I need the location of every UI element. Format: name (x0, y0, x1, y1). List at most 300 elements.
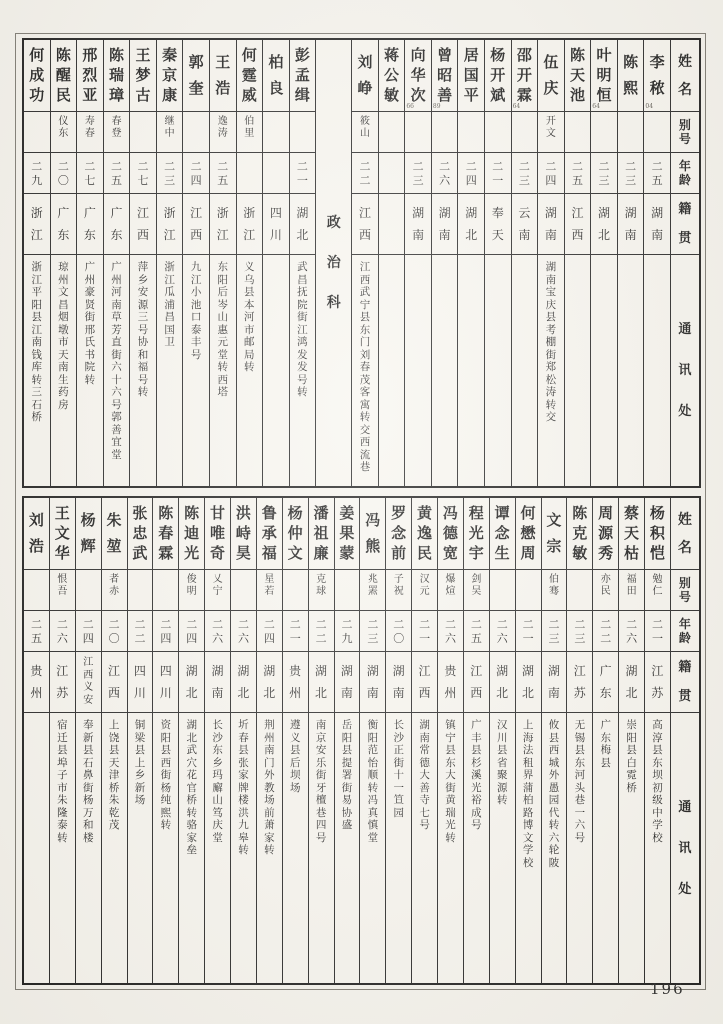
entry-age: 二 二 (593, 611, 618, 652)
entry-address: 浙 江 平 阳 县 江 南 钱 库 转 三 石 桥 (31, 261, 43, 423)
entry-name: 姜 果 蒙 (335, 498, 360, 570)
entry-age: 二 二 (352, 153, 378, 194)
entry-name: 鲁 承 福 (257, 498, 282, 570)
entry-age: 二 一 (290, 153, 316, 194)
entry-origin: 江 苏 (50, 652, 75, 713)
entry-age (263, 153, 289, 194)
entry-column (463, 498, 489, 983)
entry-address: 浙 江 瓜 浦 昌 国 卫 (164, 261, 175, 348)
entry-origin: 湖 南 (432, 194, 458, 255)
entry-name: 向 华 次 66 (405, 40, 431, 112)
entry-age: 二 五 (210, 153, 236, 194)
entry-name: 杨 辉 (76, 498, 101, 570)
entry-address (405, 255, 431, 486)
entry-age: 二 一 (283, 611, 308, 652)
entry-column (618, 498, 644, 983)
entry-origin: 广 东 (51, 194, 77, 255)
roster-table-top (22, 38, 701, 488)
entry-age: 二 一 (412, 611, 437, 652)
entry-alias (512, 112, 538, 153)
entry-column (489, 498, 515, 983)
entry-age: 二 三 (591, 153, 617, 194)
entry-name: 陈 醒 民 (51, 40, 77, 112)
entry-name: 王 文 华 (50, 498, 75, 570)
entry-address (485, 255, 511, 486)
entry-age: 二 二 (128, 611, 153, 652)
entry-address: 衡 阳 范 怡 顺 转 冯 真 慎 堂 (367, 719, 379, 844)
header-address: 通 讯 处 (678, 322, 692, 419)
entry-alias (183, 112, 209, 153)
entry-column (617, 40, 644, 486)
entry-origin: 江 西 义 安 (76, 652, 101, 713)
entry-alias (379, 112, 405, 153)
entry-age: 二 三 (567, 611, 592, 652)
entry-name: 陈 熙 (618, 40, 644, 112)
section-title-politics: 政 治 科 (315, 40, 351, 486)
entry-name: 伍 庆 (538, 40, 564, 112)
entry-age: 二 六 (231, 611, 256, 652)
entry-name: 何 成 功 (24, 40, 50, 112)
entry-column (359, 498, 385, 983)
entry-address: 资 阳 县 西 街 杨 纯 熙 转 (160, 719, 172, 831)
entry-name: 杨 积 恺 (645, 498, 670, 570)
entry-name: 杨 开 斌 (485, 40, 511, 112)
entry-column (50, 40, 77, 486)
entry-column (457, 40, 484, 486)
entry-alias: 继 中 (157, 112, 183, 153)
entry-name: 潘 祖 廉 (309, 498, 334, 570)
entry-column (236, 40, 263, 486)
entry-age: 二 三 (157, 153, 183, 194)
entry-address: 崇 阳 县 白 霓 桥 (626, 719, 637, 794)
entry-alias: 筱 山 (352, 112, 378, 153)
entry-alias: 爆 煊 (438, 570, 463, 611)
entry-name: 黄 逸 民 (412, 498, 437, 570)
header-column (670, 40, 699, 486)
entry-name: 谭 念 生 (490, 498, 515, 570)
entry-age: 二 六 (619, 611, 644, 652)
entry-name: 曾 昭 善 89 (432, 40, 458, 112)
entry-column (564, 40, 591, 486)
entry-alias (76, 570, 101, 611)
entry-age (237, 153, 263, 194)
entry-name: 何 懋 周 (516, 498, 541, 570)
entry-origin: 江 苏 (645, 652, 670, 713)
entry-name: 洪 峙 昊 (231, 498, 256, 570)
entry-origin: 浙 江 (237, 194, 263, 255)
entry-alias (405, 112, 431, 153)
entry-name: 李 秾 04 (644, 40, 670, 112)
entry-origin: 湖 北 (490, 652, 515, 713)
entry-name: 蒋 公 敏 (379, 40, 405, 112)
entry-name: 陈 春 霖 (153, 498, 178, 570)
entry-alias (128, 570, 153, 611)
entry-address: 东 阳 后 岑 山 惠 元 堂 转 西 塔 (217, 261, 228, 398)
entry-column (103, 40, 130, 486)
entry-alias (153, 570, 178, 611)
entry-column (209, 40, 236, 486)
entry-address: 长 沙 东 乡 玛 廨 山 笃 庆 堂 (212, 719, 223, 844)
entry-origin: 湖 南 (386, 652, 411, 713)
entry-column (590, 40, 617, 486)
entry-address: 武 昌 抚 院 街 江 鸿 发 发 号 转 (297, 261, 308, 398)
entry-alias (231, 570, 256, 611)
entry-column (351, 40, 378, 486)
entry-column (24, 40, 50, 486)
entry-age: 二 三 (360, 611, 385, 652)
entry-address: 岳 阳 县 提 署 街 易 协 盛 (341, 719, 353, 831)
entry-age: 二 九 (335, 611, 360, 652)
entry-origin: 湖 北 (290, 194, 316, 255)
entry-alias (290, 112, 316, 153)
entry-origin: 湖 北 (458, 194, 484, 255)
entry-origin: 湖 北 (591, 194, 617, 255)
entry-name: 陈 天 池 (565, 40, 591, 112)
entry-column (75, 498, 101, 983)
entry-address (618, 255, 644, 486)
page-number: 196 (650, 980, 685, 998)
entry-address: 高 淳 县 东 坝 初 级 中 学 校 (652, 719, 663, 844)
header-age: 年 龄 (671, 153, 699, 194)
entry-address: 攸 县 西 城 外 愚 园 代 转 六 轮 陂 (548, 719, 560, 869)
entry-age: 二 三 (405, 153, 431, 194)
entry-alias (458, 112, 484, 153)
entry-column (129, 40, 156, 486)
entry-age: 二 五 (644, 153, 670, 194)
entry-name: 居 国 平 (458, 40, 484, 112)
entry-address: 汉 川 县 省 聚 源 转 (496, 719, 508, 806)
entry-name: 何 霆 威 (237, 40, 263, 112)
header-alias: 别 号 (671, 570, 699, 611)
entry-column (49, 498, 75, 983)
entry-origin: 浙 江 (24, 194, 50, 255)
entry-origin: 江 西 (464, 652, 489, 713)
entry-address: 义 乌 县 本 河 市 邮 局 转 (244, 261, 255, 373)
entry-origin: 江 西 (183, 194, 209, 255)
entry-age: 二 四 (76, 611, 101, 652)
entry-address: 镇 宁 县 东 大 街 黄 瑞 光 转 (445, 719, 456, 844)
entry-age (379, 153, 405, 194)
entry-origin: 广 东 (77, 194, 103, 255)
entry-origin: 湖 南 (618, 194, 644, 255)
entry-column (511, 40, 538, 486)
entry-alias: 汉 元 (412, 570, 437, 611)
entry-address: 湖 南 宝 庆 县 考 棚 街 郑 松 涛 转 交 (545, 261, 557, 423)
entry-name: 周 源 秀 (593, 498, 618, 570)
entry-origin: 湖 南 (644, 194, 670, 255)
entry-name: 程 光 宇 (464, 498, 489, 570)
entry-alias (335, 570, 360, 611)
entry-age: 二 四 (458, 153, 484, 194)
entry-name: 王 浩 (210, 40, 236, 112)
entry-address: 广 州 豪 贤 街 邢 氏 书 院 转 (84, 261, 96, 386)
entry-address (432, 255, 458, 486)
entry-origin: 四 川 (153, 652, 178, 713)
entry-alias: 勉 仁 (645, 570, 670, 611)
entry-origin: 四 川 (263, 194, 289, 255)
entry-column (404, 40, 431, 486)
entry-name: 柏 良 (263, 40, 289, 112)
entry-name: 朱 堃 (102, 498, 127, 570)
entry-address: 长 沙 正 街 十 一 笪 园 (393, 719, 404, 819)
entry-alias (516, 570, 541, 611)
entry-address: 江 西 武 宁 县 东 门 刘 春 茂 客 寓 转 交 西 流 巷 (359, 261, 371, 473)
entry-name: 冯 德 宽 (438, 498, 463, 570)
entry-age: 二 五 (565, 153, 591, 194)
entry-origin: 湖 北 (257, 652, 282, 713)
entry-origin: 湖 北 (516, 652, 541, 713)
entry-alias: 亦 民 (593, 570, 618, 611)
entry-origin: 江 苏 (567, 652, 592, 713)
entry-address: 广 州 河 南 草 芳 直 街 六 十 六 号 郭 善 宜 堂 (111, 261, 122, 461)
entry-alias (485, 112, 511, 153)
entry-origin: 湖 南 (360, 652, 385, 713)
entry-column (378, 40, 405, 486)
footnote-mark: 64 (512, 103, 521, 110)
entry-name: 邢 烈 亚 (77, 40, 103, 112)
entry-origin: 云 南 (512, 194, 538, 255)
entry-origin: 四 川 (128, 652, 153, 713)
entry-name: 张 忠 武 (128, 498, 153, 570)
entry-name: 冯 熊 (360, 498, 385, 570)
entry-alias: 福 田 (619, 570, 644, 611)
entry-alias: 逸 涛 (210, 112, 236, 153)
entry-address: 广 丰 县 杉 溪 光 裕 成 号 (471, 719, 482, 831)
entry-age: 二 〇 (386, 611, 411, 652)
entry-alias: 伯 里 (237, 112, 263, 153)
entry-age: 二 三 (618, 153, 644, 194)
entry-column (127, 498, 153, 983)
entry-address: 奉 新 县 石 鼻 街 杨 万 和 楼 (82, 719, 94, 844)
entry-name: 王 梦 古 (130, 40, 156, 112)
entry-name: 秦 京 康 (157, 40, 183, 112)
entry-name: 刘 浩 (24, 498, 49, 570)
entry-address (458, 255, 484, 486)
entry-age: 二 四 (153, 611, 178, 652)
entry-alias (130, 112, 156, 153)
entry-column (230, 498, 256, 983)
entry-origin: 广 东 (593, 652, 618, 713)
entry-age: 二 六 (205, 611, 230, 652)
entry-age: 二 九 (24, 153, 50, 194)
entry-name: 邵 开 霖 64 (512, 40, 538, 112)
entry-column (152, 498, 178, 983)
entry-column (262, 40, 289, 486)
entry-alias (490, 570, 515, 611)
footnote-mark: 64 (592, 103, 600, 110)
entry-origin: 浙 江 (157, 194, 183, 255)
entry-age: 二 〇 (51, 153, 77, 194)
entry-origin: 湖 北 (179, 652, 204, 713)
entry-address: 无 锡 县 东 河 头 巷 一 六 号 (574, 719, 586, 844)
entry-column (484, 40, 511, 486)
roster-table-bottom (22, 496, 701, 985)
entry-origin: 湖 南 (538, 194, 564, 255)
entry-column (643, 40, 670, 486)
header-alias: 别 号 (671, 112, 699, 153)
entry-address (512, 255, 538, 486)
entry-column (334, 498, 360, 983)
entry-address: 南 京 安 乐 街 牙 檀 巷 四 号 (315, 719, 327, 844)
entry-address: 铜 梁 县 上 乡 新 场 (134, 719, 146, 806)
entry-column (566, 498, 592, 983)
entry-alias (644, 112, 670, 153)
entry-age: 二 六 (490, 611, 515, 652)
entry-name: 彭 孟 缉 (290, 40, 316, 112)
entry-alias: 开 文 (538, 112, 564, 153)
entry-column (76, 40, 103, 486)
entry-address: 湖 北 武 穴 花 官 桥 转 骆 家 垒 (186, 719, 197, 856)
entry-age: 二 五 (104, 153, 130, 194)
entry-alias: 者 赤 (102, 570, 127, 611)
entry-address (263, 255, 289, 486)
entry-column (537, 40, 564, 486)
entry-column (204, 498, 230, 983)
header-age: 年 龄 (671, 611, 699, 652)
entry-origin (379, 194, 405, 255)
entry-column (437, 498, 463, 983)
entry-alias: 恨 吾 (50, 570, 75, 611)
entry-origin: 湖 南 (335, 652, 360, 713)
entry-origin: 奉 天 (485, 194, 511, 255)
entry-origin: 湖 南 (542, 652, 567, 713)
entry-alias: 春 登 (104, 112, 130, 153)
entry-age: 二 四 (183, 153, 209, 194)
entry-address: 圻 春 县 张 家 牌 楼 洪 九 皋 转 (238, 719, 249, 856)
entry-column (156, 40, 183, 486)
entry-age: 二 七 (77, 153, 103, 194)
header-origin: 籍 贯 (671, 652, 699, 713)
entry-age: 二 四 (179, 611, 204, 652)
entry-age: 二 一 (645, 611, 670, 652)
entry-origin: 湖 南 (405, 194, 431, 255)
entry-column (282, 498, 308, 983)
footnote-mark: 04 (645, 103, 654, 110)
entry-alias (567, 570, 592, 611)
entry-column (256, 498, 282, 983)
entry-name: 陈 克 敏 (567, 498, 592, 570)
entry-age: 二 一 (516, 611, 541, 652)
entry-address: 湖 南 常 德 大 善 寺 七 号 (419, 719, 430, 831)
entry-name: 文 宗 (542, 498, 567, 570)
entry-origin: 湖 北 (619, 652, 644, 713)
entry-address: 上 饶 县 天 津 桥 朱 乾 茂 (108, 719, 120, 831)
entry-column (308, 498, 334, 983)
entry-address: 遵 义 县 后 坝 场 (289, 719, 301, 794)
entry-origin: 江 西 (565, 194, 591, 255)
entry-age: 二 六 (432, 153, 458, 194)
entry-address (644, 255, 670, 486)
entry-age: 二 五 (24, 611, 49, 652)
entry-age: 二 三 (542, 611, 567, 652)
entry-origin: 浙 江 (210, 194, 236, 255)
header-column (670, 498, 699, 983)
entry-alias: 子 祝 (386, 570, 411, 611)
entry-address (24, 713, 49, 983)
entry-age: 二 四 (538, 153, 564, 194)
entry-origin: 湖 北 (231, 652, 256, 713)
entry-name: 甘 唯 奇 (205, 498, 230, 570)
entry-age: 二 六 (50, 611, 75, 652)
entry-age: 二 七 (130, 153, 156, 194)
header-name: 姓 名 (671, 498, 699, 570)
entry-column (515, 498, 541, 983)
entry-age: 二 四 (257, 611, 282, 652)
entry-address (565, 255, 591, 486)
entry-age: 二 六 (438, 611, 463, 652)
entry-origin: 湖 南 (205, 652, 230, 713)
entry-name: 郭 奎 (183, 40, 209, 112)
header-origin: 籍 贯 (671, 194, 699, 255)
entry-column (101, 498, 127, 983)
entry-name: 陈 瑞 璋 (104, 40, 130, 112)
entry-name: 叶 明 恒 64 (591, 40, 617, 112)
entry-age: 二 一 (485, 153, 511, 194)
entry-column (541, 498, 567, 983)
entry-alias: 剑 吴 (464, 570, 489, 611)
entry-name: 刘 峥 (352, 40, 378, 112)
entry-address: 广 东 梅 县 (600, 719, 611, 769)
entry-age: 二 五 (464, 611, 489, 652)
entry-address: 萍 乡 安 源 三 号 协 和 福 号 转 (137, 261, 149, 398)
entry-alias (24, 112, 50, 153)
entry-address: 琼 州 文 昌 烟 墩 市 天 南 生 药 房 (58, 261, 69, 411)
entry-alias: 兆 罴 (360, 570, 385, 611)
entry-origin: 湖 北 (309, 652, 334, 713)
entry-address (591, 255, 617, 486)
entry-name: 蔡 天 枯 (619, 498, 644, 570)
footnote-mark: 66 (406, 103, 414, 110)
entry-alias: 寿 春 (77, 112, 103, 153)
entry-origin: 江 西 (412, 652, 437, 713)
entry-alias (24, 570, 49, 611)
header-name: 姓 名 (671, 40, 699, 112)
entry-address: 宿 迁 县 埠 子 市 朱 隆 泰 转 (57, 719, 68, 844)
entry-alias (565, 112, 591, 153)
entry-alias: 仪 东 (51, 112, 77, 153)
entry-age: 二 〇 (102, 611, 127, 652)
entry-alias: 伯 骞 (542, 570, 567, 611)
entry-column (178, 498, 204, 983)
entry-alias: 克 球 (309, 570, 334, 611)
entry-origin: 贵 州 (24, 652, 49, 713)
entry-origin: 江 西 (352, 194, 378, 255)
entry-alias (283, 570, 308, 611)
entry-origin: 贵 州 (283, 652, 308, 713)
footnote-mark: 89 (432, 103, 441, 110)
entry-address: 荆 州 南 门 外 教 场 前 萧 家 转 (264, 719, 275, 856)
entry-column (182, 40, 209, 486)
entry-name: 杨 仲 文 (283, 498, 308, 570)
entry-alias: 俊 明 (179, 570, 204, 611)
entry-origin: 江 西 (102, 652, 127, 713)
entry-column (644, 498, 670, 983)
entry-origin: 广 东 (104, 194, 130, 255)
entry-column (592, 498, 618, 983)
entry-column (411, 498, 437, 983)
entry-column (385, 498, 411, 983)
entry-age: 二 二 (309, 611, 334, 652)
entry-name: 罗 念 前 (386, 498, 411, 570)
entry-alias: 星 若 (257, 570, 282, 611)
entry-origin: 江 西 (130, 194, 156, 255)
entry-alias (618, 112, 644, 153)
entry-age: 二 三 (512, 153, 538, 194)
entry-alias: 乂 宁 (205, 570, 230, 611)
entry-alias (263, 112, 289, 153)
entry-address: 九 江 小 池 口 泰 丰 号 (190, 261, 202, 361)
entry-address (379, 255, 405, 486)
